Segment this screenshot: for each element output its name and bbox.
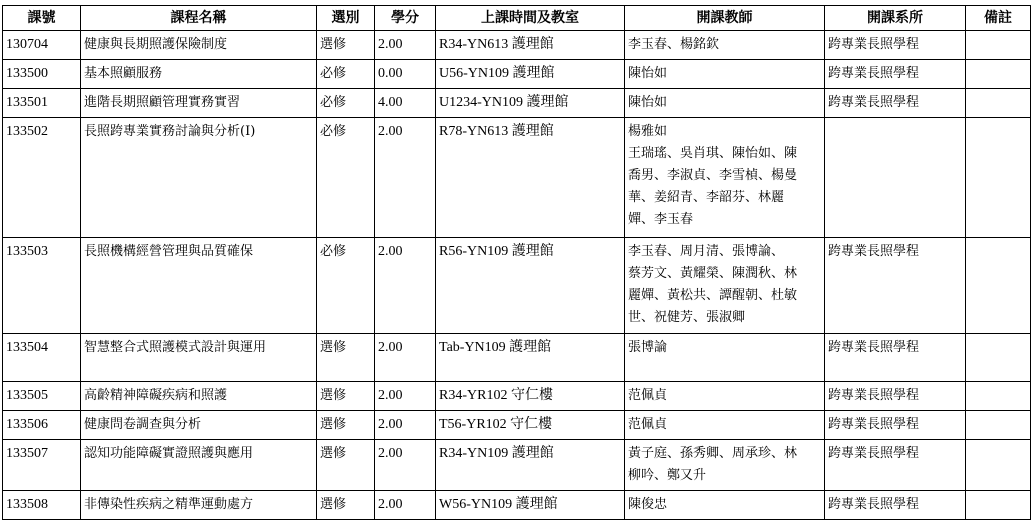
department-cell [825, 118, 966, 238]
notes-cell [966, 118, 1031, 238]
department-cell: 跨專業長照學程 [825, 89, 966, 118]
header-row [3, 6, 1031, 31]
time-room-cell: T56-YR102 守仁樓 [436, 411, 625, 440]
department-cell: 跨專業長照學程 [825, 238, 966, 334]
header-time-room: 上課時間及教室 [436, 6, 625, 31]
notes-cell [966, 491, 1031, 520]
table-row [3, 89, 1031, 118]
credits-cell: 2.00 [375, 334, 436, 382]
teachers-cell [625, 118, 825, 238]
course-type-cell: 必修 [317, 60, 375, 89]
notes-cell [966, 411, 1031, 440]
course-code-cell: 133504 [3, 334, 81, 382]
teacher-line: 陳俊忠 [628, 497, 668, 512]
teachers-cell [625, 60, 825, 89]
credits-cell: 2.00 [375, 382, 436, 411]
header-department: 開課系所 [825, 6, 966, 31]
course-code-cell: 133505 [3, 382, 81, 411]
table-row [3, 411, 1031, 440]
table-body [3, 31, 1031, 520]
credits-cell: 2.00 [375, 238, 436, 334]
department-cell: 跨專業長照學程 [825, 334, 966, 382]
time-room-cell: Tab-YN109 護理館 [436, 334, 625, 382]
course-table [2, 5, 1031, 520]
table-row [3, 382, 1031, 411]
table-row [3, 31, 1031, 60]
course-type-cell: 選修 [317, 382, 375, 411]
table-row [3, 60, 1031, 89]
course-type-cell: 選修 [317, 411, 375, 440]
teacher-line: 世、祝健芳、張淑卿 [628, 310, 746, 325]
course-type-cell: 選修 [317, 440, 375, 491]
department-cell: 跨專業長照學程 [825, 440, 966, 491]
time-room-cell: U1234-YN109 護理館 [436, 89, 625, 118]
time-room-cell: R34-YR102 守仁樓 [436, 382, 625, 411]
teacher-line: 麗嬋、黃松共、譚醒朝、杜敏 [628, 288, 798, 303]
credits-cell: 2.00 [375, 411, 436, 440]
course-type-cell: 必修 [317, 118, 375, 238]
course-code-cell: 133507 [3, 440, 81, 491]
notes-cell [966, 440, 1031, 491]
notes-cell [966, 238, 1031, 334]
course-name-cell: 認知功能障礙實證照護與應用 [81, 440, 317, 491]
department-cell: 跨專業長照學程 [825, 31, 966, 60]
table-row [3, 238, 1031, 334]
teacher-line: 王瑞瑤、吳肖琪、陳怡如、陳 [628, 146, 798, 161]
teacher-line: 陳怡如 [628, 66, 668, 81]
teachers-cell [625, 382, 825, 411]
credits-cell: 0.00 [375, 60, 436, 89]
course-code-cell: 130704 [3, 31, 81, 60]
teachers-cell [625, 411, 825, 440]
time-room-cell: R78-YN613 護理館 [436, 118, 625, 238]
notes-cell [966, 89, 1031, 118]
course-code-cell: 133500 [3, 60, 81, 89]
teacher-line: 黃子庭、孫秀卿、周承珍、林 [628, 446, 798, 461]
teacher-line: 喬男、李淑貞、李雪楨、楊曼 [628, 168, 798, 183]
teachers-cell [625, 334, 825, 382]
course-code-cell: 133503 [3, 238, 81, 334]
course-type-cell: 選修 [317, 334, 375, 382]
teacher-line: 范佩貞 [628, 417, 668, 432]
course-type-cell: 必修 [317, 89, 375, 118]
teacher-line: 張博論 [628, 340, 668, 355]
course-type-cell: 選修 [317, 31, 375, 60]
course-name-cell: 健康問卷調查與分析 [81, 411, 317, 440]
course-name-cell: 基本照顧服務 [81, 60, 317, 89]
notes-cell [966, 334, 1031, 382]
course-code-cell: 133506 [3, 411, 81, 440]
teachers-cell [625, 491, 825, 520]
teachers-cell [625, 238, 825, 334]
teacher-line: 李玉春、周月清、張博論、 [628, 244, 785, 259]
course-code-cell: 133501 [3, 89, 81, 118]
teachers-cell [625, 440, 825, 491]
teacher-line: 蔡芳文、黃耀榮、陳潤秋、林 [628, 266, 798, 281]
notes-cell [966, 60, 1031, 89]
credits-cell: 2.00 [375, 491, 436, 520]
table-row [3, 491, 1031, 520]
credits-cell: 2.00 [375, 118, 436, 238]
teacher-line: 陳怡如 [628, 95, 668, 110]
course-name-cell: 高齡精神障礙疾病和照護 [81, 382, 317, 411]
department-cell: 跨專業長照學程 [825, 491, 966, 520]
header-teachers: 開課教師 [625, 6, 825, 31]
course-name-cell: 長照跨專業實務討論與分析(I) [81, 118, 317, 238]
department-cell: 跨專業長照學程 [825, 411, 966, 440]
table-row [3, 118, 1031, 238]
credits-cell: 2.00 [375, 440, 436, 491]
course-code-cell: 133508 [3, 491, 81, 520]
course-name-cell: 健康與長期照護保險制度 [81, 31, 317, 60]
header-course-code: 課號 [3, 6, 81, 31]
time-room-cell: R34-YN613 護理館 [436, 31, 625, 60]
department-cell: 跨專業長照學程 [825, 60, 966, 89]
notes-cell [966, 31, 1031, 60]
teacher-line: 嬋、李玉春 [628, 212, 694, 227]
time-room-cell: W56-YN109 護理館 [436, 491, 625, 520]
course-type-cell: 必修 [317, 238, 375, 334]
notes-cell [966, 382, 1031, 411]
teacher-line: 李玉春、楊銘欽 [628, 37, 720, 52]
teacher-line: 華、姜紹青、李韶芬、林麗 [628, 190, 785, 205]
course-name-cell: 智慧整合式照護模式設計與運用 [81, 334, 317, 382]
course-name-cell: 進階長期照顧管理實務實習 [81, 89, 317, 118]
header-credits: 學分 [375, 6, 436, 31]
teachers-cell [625, 31, 825, 60]
table-row [3, 440, 1031, 491]
course-name-cell: 長照機構經營管理與品質確保 [81, 238, 317, 334]
course-type-cell: 選修 [317, 491, 375, 520]
table-row [3, 334, 1031, 382]
header-notes: 備註 [966, 6, 1031, 31]
teacher-line: 范佩貞 [628, 388, 668, 403]
credits-cell: 4.00 [375, 89, 436, 118]
teachers-cell [625, 89, 825, 118]
teacher-line: 柳吟、鄭又升 [628, 468, 707, 483]
time-room-cell: R34-YN109 護理館 [436, 440, 625, 491]
time-room-cell: R56-YN109 護理館 [436, 238, 625, 334]
department-cell: 跨專業長照學程 [825, 382, 966, 411]
header-course-type: 選別 [317, 6, 375, 31]
teacher-line: 楊雅如 [628, 124, 668, 139]
credits-cell: 2.00 [375, 31, 436, 60]
course-code-cell: 133502 [3, 118, 81, 238]
time-room-cell: U56-YN109 護理館 [436, 60, 625, 89]
course-name-cell: 非傳染性疾病之精準運動處方 [81, 491, 317, 520]
header-course-name: 課程名稱 [81, 6, 317, 31]
